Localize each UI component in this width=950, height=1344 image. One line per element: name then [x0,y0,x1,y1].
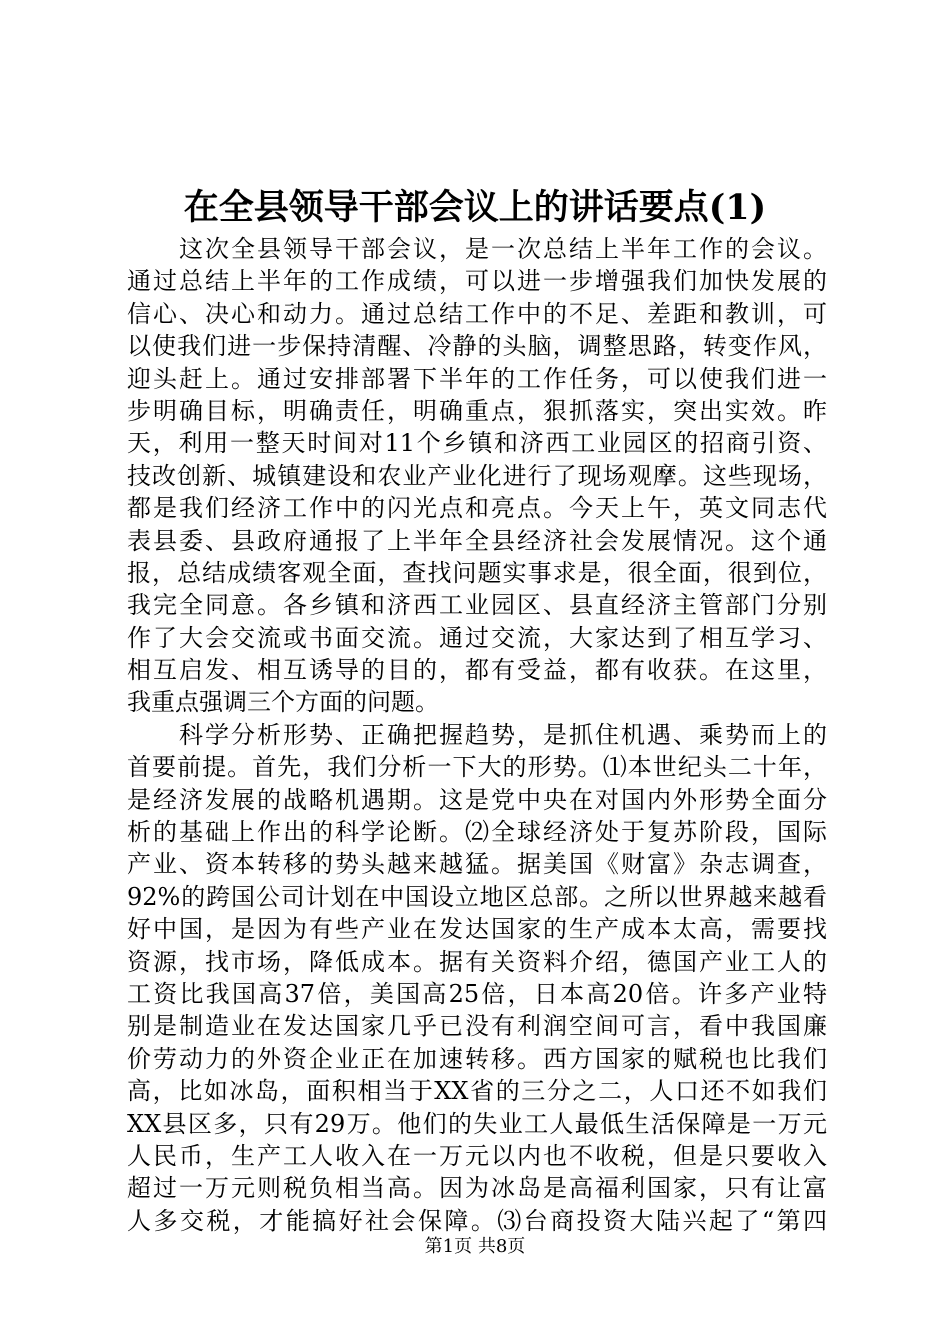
paragraph-1-line: 以使我们进一步保持清醒、冷静的头脑，调整思路，转变作风， [127,332,827,361]
paragraph-2-line: 高，比如冰岛，面积相当于XX省的三分之二，人口还不如我们 [127,1077,827,1106]
paragraph-2-line: XX县区多，只有29万。他们的失业工人最低生活保障是一万元 [127,1109,827,1138]
paragraph-1-line: 表县委、县政府通报了上半年全县经济社会发展情况。这个通 [127,526,827,555]
paragraph-1-line: 信心、决心和动力。通过总结工作中的不足、差距和教训，可 [127,299,827,328]
paragraph-1-line: 这次全县领导干部会议，是一次总结上半年工作的会议。 [179,235,827,263]
paragraph-2-line: 析的基础上作出的科学论断。⑵全球经济处于复苏阶段，国际 [127,818,827,847]
paragraph-1-line: 都是我们经济工作中的闪光点和亮点。今天上午，英文同志代 [127,494,827,523]
paragraph-2-line: 价劳动力的外资企业正在加速转移。西方国家的赋税也比我们 [127,1044,827,1073]
document-body [127,233,827,1237]
paragraph-2-line: 人民币，生产工人收入在一万元以内也不收税，但是只要收入 [127,1141,827,1170]
paragraph-2-line: 工资比我国高37倍，美国高25倍，日本高20倍。许多产业特 [127,979,827,1008]
page-number-footer: 第1页 共8页 [424,1236,526,1257]
paragraph-2-line: 首要前提。首先，我们分析一下大的形势。⑴本世纪头二十年， [127,753,827,782]
paragraph-2-line: 好中国，是因为有些产业在发达国家的生产成本太高，需要找 [127,915,827,944]
paragraph-2-line: 92%的跨国公司计划在中国设立地区总部。之所以世界越来越看 [127,882,827,911]
document-title: 在全县领导干部会议上的讲话要点(1) [183,187,767,228]
paragraph-2-line: 产业、资本转移的势头越来越猛。据美国《财富》杂志调查， [127,850,827,879]
paragraph-1-line: 迎头赶上。通过安排部署下半年的工作任务，可以使我们进一 [127,364,827,393]
paragraph-1-line: 我完全同意。各乡镇和济西工业园区、县直经济主管部门分别 [127,591,827,620]
paragraph-2-line: 是经济发展的战略机遇期。这是党中央在对国内外形势全面分 [127,785,827,814]
paragraph-1-line: 报，总结成绩客观全面，查找问题实事求是，很全面，很到位， [127,558,827,587]
paragraph-2-line: 人多交税，才能搞好社会保障。⑶台商投资大陆兴起了“第四 [127,1206,827,1235]
paragraph-2-line: 资源，找市场，降低成本。据有关资料介绍，德国产业工人的 [127,947,827,976]
paragraph-1-line: 步明确目标，明确责任，明确重点，狠抓落实，突出实效。昨 [127,396,827,425]
paragraph-2-line: 别是制造业在发达国家几乎已没有利润空间可言，看中我国廉 [127,1012,827,1041]
paragraph-1-line: 作了大会交流或书面交流。通过交流，大家达到了相互学习、 [127,623,827,652]
paragraph-1-line: 我重点强调三个方面的问题。 [127,688,439,717]
paragraph-2-line: 科学分析形势、正确把握趋势，是抓住机遇、乘势而上的 [179,720,827,749]
paragraph-2-line: 超过一万元则税负相当高。因为冰岛是高福利国家，只有让富 [127,1174,827,1203]
paragraph-1-line: 通过总结上半年的工作成绩，可以进一步增强我们加快发展的 [127,267,827,296]
paragraph-1-line: 技改创新、城镇建设和农业产业化进行了现场观摩。这些现场， [127,461,827,490]
paragraph-1-line: 相互启发、相互诱导的目的，都有受益，都有收获。在这里， [127,656,827,685]
paragraph-1-line: 天，利用一整天时间对11个乡镇和济西工业园区的招商引资、 [127,429,827,458]
